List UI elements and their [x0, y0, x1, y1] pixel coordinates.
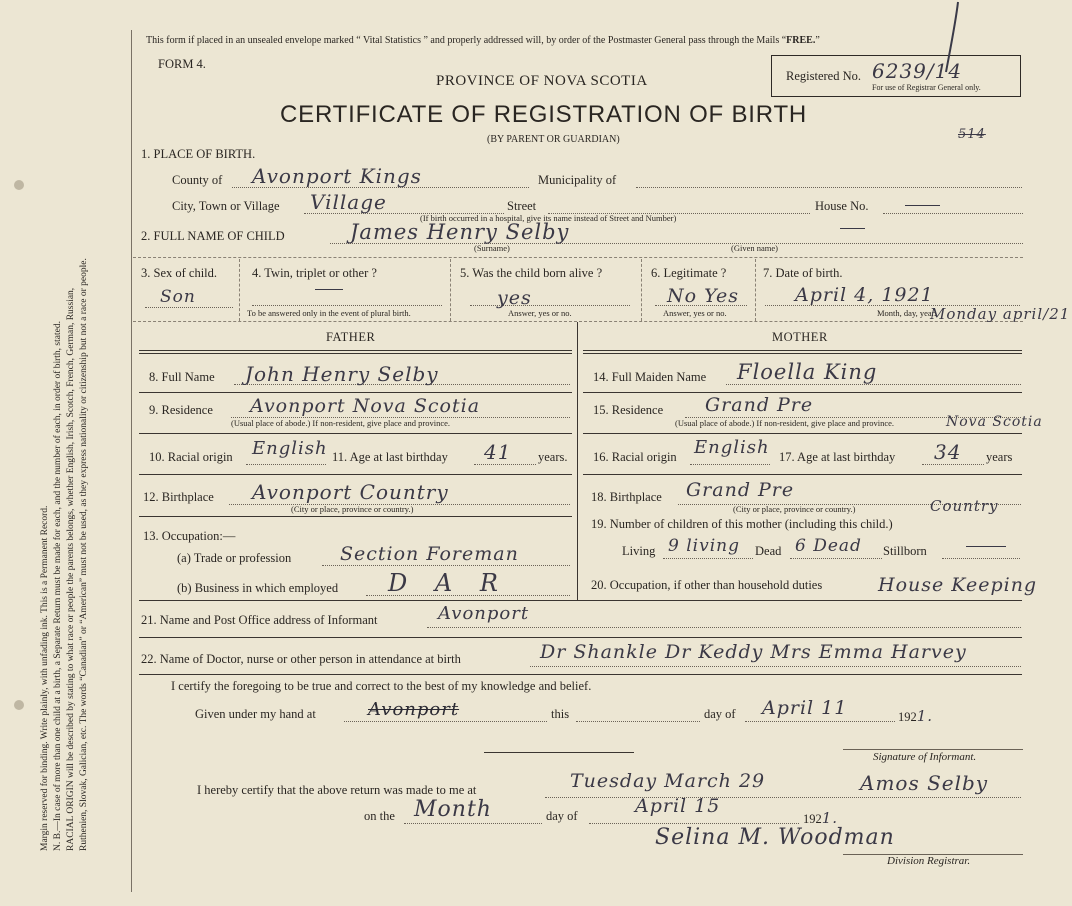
registrar-certify-label: I hereby certify that the above return was made to me at [197, 783, 477, 797]
father-racial-label: 10. Racial origin [149, 450, 233, 464]
registration-year: 1921. [803, 809, 839, 827]
crossed-mark: 514 [958, 127, 986, 142]
child-name-value: James Henry Selby [350, 220, 570, 244]
certify-statement: I certify the foregoing to be true and correct to the best of my knowledge and belief. [171, 679, 592, 693]
municipality-label: Municipality of [538, 173, 617, 187]
stillborn-label: Stillborn [883, 544, 927, 558]
day-of-label: day of [704, 707, 736, 721]
father-birthplace-note: (City or place, province or country.) [291, 504, 414, 514]
legitimate-label: 6. Legitimate ? [651, 266, 727, 280]
registrar-signature: Selina M. Woodman [655, 825, 895, 850]
mother-years-label: years [986, 450, 1013, 464]
province-heading: PROVINCE OF NOVA SCOTIA [436, 73, 648, 89]
mother-birthplace-extra: Country [930, 497, 999, 515]
margin-instructions [39, 61, 91, 851]
legitimate-note: Answer, yes or no. [663, 308, 727, 318]
living-value: 9 living [668, 536, 740, 556]
day-of-label-2: day of [546, 809, 578, 823]
given-place-value: Avonport [368, 699, 460, 720]
dob-value: April 4, 1921 [795, 284, 934, 306]
margin-line: N. B.—In case of more than one child at a birth, a Separate Return must be made for each, and the number of each, in order of birth, stated. [53, 321, 63, 851]
free-mark: FREE. [786, 35, 816, 46]
mother-residence-extra: Nova Scotia [946, 414, 1043, 430]
county-value: Avonport Kings [252, 164, 422, 188]
binding-rule [131, 30, 132, 892]
page-title: CERTIFICATE OF REGISTRATION OF BIRTH [280, 101, 808, 128]
mother-residence-label: 15. Residence [593, 403, 664, 417]
registration-date-value: April 15 [635, 795, 721, 817]
mother-age-value: 34 [934, 440, 962, 464]
attendant-value: Dr Shankle Dr Keddy Mrs Emma Harvey [540, 641, 967, 663]
mother-racial-label: 16. Racial origin [593, 450, 677, 464]
this-label: this [551, 707, 570, 721]
mother-occupation-label: 20. Occupation, if other than household duties [591, 578, 823, 592]
mother-name-label: 14. Full Maiden Name [593, 370, 707, 384]
father-residence-note: (Usual place of abode.) If non-resident, give place and province. [231, 418, 451, 428]
business-value: D A R [388, 569, 508, 597]
sex-value: Son [160, 287, 196, 307]
dob-extra: Monday april/21 [930, 305, 1071, 323]
registered-box [771, 55, 1021, 97]
street-label: Street [507, 199, 537, 213]
mother-residence-note: (Usual place of abode.) If non-resident, give place and province. [675, 418, 895, 428]
mother-birthplace-note: (City or place, province or country.) [733, 504, 856, 514]
given-under-label: Given under my hand at [195, 707, 316, 721]
mother-age-label: 17. Age at last birthday [779, 450, 896, 464]
father-racial-value: English [252, 438, 328, 459]
registrar-note: For use of Registrar General only. [872, 83, 981, 92]
informant-address-value: Avonport [438, 603, 530, 624]
sex-label: 3. Sex of child. [141, 266, 218, 280]
dead-value: 6 Dead [795, 536, 862, 556]
margin-line: RACIAL ORIGIN will be described by stating to what race or people the parents belongs, whether English, Irish, Scotch, French, German, Russian, [66, 287, 76, 851]
signature-informant-label: Signature of Informant. [873, 751, 977, 763]
father-heading: FATHER [326, 330, 376, 344]
place-of-birth-label: 1. PLACE OF BIRTH. [141, 147, 256, 161]
given-name-note: (Given name) [731, 243, 778, 253]
mother-occupation-value: House Keeping [878, 574, 1038, 596]
dob-note: Month, day, year. [877, 308, 937, 318]
house-label: House No. [815, 199, 869, 213]
surname-note: (Surname) [474, 243, 510, 253]
form-number: FORM 4. [158, 57, 206, 71]
child-name-label: 2. FULL NAME OF CHILD [141, 229, 285, 243]
twin-label: 4. Twin, triplet or other ? [252, 266, 377, 280]
father-name-label: 8. Full Name [149, 370, 215, 384]
mother-racial-value: English [694, 437, 770, 458]
punch-hole [14, 700, 24, 710]
business-label: (b) Business in which employed [177, 581, 339, 595]
father-birthplace-value: Avonport Country [252, 480, 449, 504]
trade-value: Section Foreman [340, 543, 519, 565]
alive-value: yes [497, 287, 532, 309]
mother-name-value: Floella King [737, 360, 878, 384]
punch-hole [14, 180, 24, 190]
informant-address-label: 21. Name and Post Office address of Informant [141, 613, 378, 627]
mother-birthplace-label: 18. Birthplace [591, 490, 662, 504]
father-age-label: 11. Age at last birthday [332, 450, 448, 464]
given-year: 1921. [898, 707, 934, 725]
mother-heading: MOTHER [772, 330, 828, 344]
margin-line: Margin reserved for binding. Write plainly, with unfading ink. This is a Permanent Record. [40, 505, 50, 851]
registered-label: Registered No. [786, 69, 861, 83]
margin-line: Ruthenien, Slovak, Galician, etc. The words “Canadian” or “American” must not be used, as they express nationality or citizenship but not a race or people. [79, 258, 89, 851]
hospital-note: (If birth occurred in a hospital, give its name instead of Street and Number) [420, 213, 677, 223]
father-name-value: John Henry Selby [245, 362, 439, 386]
living-label: Living [622, 544, 656, 558]
dead-label: Dead [755, 544, 782, 558]
twin-note: To be answered only in the event of plural birth. [247, 308, 411, 318]
mother-residence-value: Grand Pre [705, 394, 814, 416]
city-value: Village [310, 190, 387, 214]
occupation-label: 13. Occupation:— [143, 529, 236, 543]
informant-signature-value: Amos Selby [860, 771, 989, 795]
father-residence-value: Avonport Nova Scotia [250, 395, 481, 417]
father-residence-label: 9. Residence [149, 403, 213, 417]
mother-birthplace-value: Grand Pre [686, 479, 795, 501]
dob-label: 7. Date of birth. [763, 266, 843, 280]
alive-label: 5. Was the child born alive ? [460, 266, 603, 280]
trade-label: (a) Trade or profession [177, 551, 292, 565]
page-subtitle: (BY PARENT OR GUARDIAN) [487, 134, 620, 145]
city-label: City, Town or Village [172, 199, 280, 213]
father-years-label: years. [538, 450, 568, 464]
given-date-value: April 11 [762, 697, 848, 719]
county-label: County of [172, 173, 223, 187]
month-word-value: Month [414, 797, 492, 822]
father-birthplace-label: 12. Birthplace [143, 490, 214, 504]
children-count-label: 19. Number of children of this mother (including this child.) [591, 517, 893, 531]
registered-number: 6239/14 [872, 59, 963, 83]
attendant-label: 22. Name of Doctor, nurse or other person in attendance at birth [141, 652, 461, 666]
father-age-value: 41 [484, 440, 512, 464]
pen-stroke-mark [930, 0, 970, 80]
on-the-label: on the [364, 809, 395, 823]
alive-note: Answer, yes or no. [508, 308, 572, 318]
legitimate-value: No Yes [667, 285, 739, 307]
mail-notice: This form if placed in an unsealed envelope marked “ Vital Statistics ” and properly addressed will, by order of the Postmaster General pass through the Mails “FREE.” [146, 35, 820, 46]
division-registrar-label: Division Registrar. [887, 855, 971, 867]
made-at-value: Tuesday March 29 [570, 770, 766, 792]
